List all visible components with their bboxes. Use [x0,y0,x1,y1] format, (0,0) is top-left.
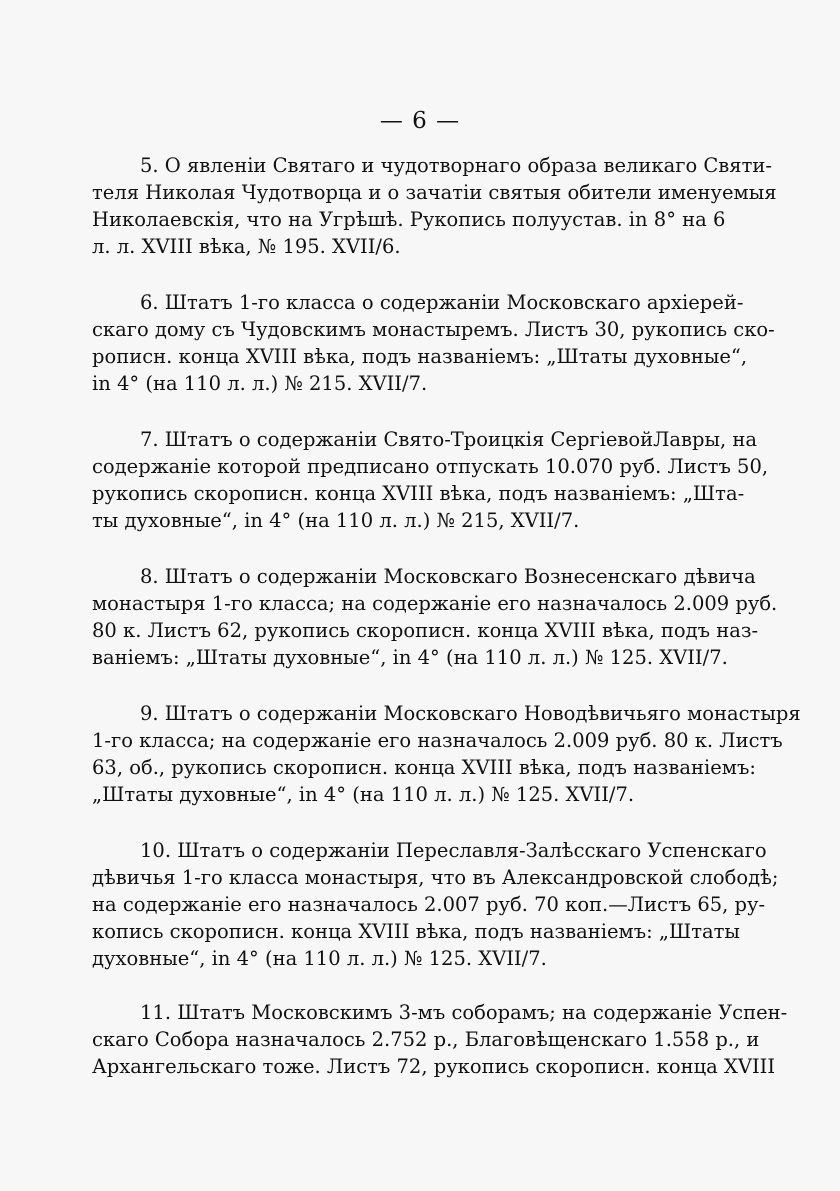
entry-line: 1-го класса; на содержаніе его назначалось 2.009 руб. 80 к. Листъ [92,729,783,752]
entry-line: скаго дому съ Чудовскимъ монастыремъ. Листъ 30, рукопись ско- [92,318,775,341]
entry-line: 8. Штатъ о содержаніи Московскаго Вознесенскаго дѣвича [140,565,756,588]
entry-line: 10. Штатъ о содержаніи Переславля-Залѣсскаго Успенскаго [140,839,767,862]
entry-line: монастыря 1-го класса; на содержаніе его назначалось 2.009 руб. [92,592,778,615]
entry-line: духовные“, in 4° (на 110 л. л.) № 125. XVII/7. [92,947,547,970]
entry-line: скаго Собора назначалось 2.752 р., Благовѣщенскаго 1.558 р., и [92,1028,760,1051]
entry-line: ты духовные“, in 4° (на 110 л. л.) № 215, XVII/7. [92,509,580,532]
entry-line: 63, об., рукопись скорописн. конца XVIII вѣка, подъ названіемъ: [92,756,756,779]
catalog-entry-7 [92,426,769,534]
entry-line: дѣвичья 1-го класса монастыря, что въ Александровской слободѣ; [92,866,779,889]
entry-line: Архангельскаго тоже. Листъ 72, рукопись скорописн. конца XVIII [92,1055,776,1078]
catalog-entry-10 [92,837,779,972]
entry-line: 80 к. Листъ 62, рукопись скорописн. конца XVIII вѣка, подъ наз- [92,619,759,642]
entry-line: рописн. конца XVIII вѣка, подъ названіемъ: „Штаты духовные“, [92,345,748,368]
catalog-entry-9 [92,700,801,808]
catalog-entry-6 [92,289,775,397]
entry-line: ваніемъ: „Штаты духовные“, in 4° (на 110 л. л.) № 125. XVII/7. [92,646,728,669]
entry-line: 6. Штатъ 1-го класса о содержаніи Московскаго архіерей- [140,291,744,314]
entry-line: теля Николая Чудотворца и о зачатіи святыя обители именуемыя [92,181,777,204]
entry-line: рукопись скорописн. конца XVIII вѣка, подъ названіемъ: „Шта- [92,482,745,505]
page-number: — 6 — [379,108,461,134]
entry-line: Николаевскія, что на Угрѣшѣ. Рукопись полуустав. in 8° на 6 [92,208,726,231]
entry-line: in 4° (на 110 л. л.) № 215. XVII/7. [92,372,428,395]
entry-line: 5. О явленіи Святаго и чудотворнаго образа великаго Святи- [140,154,772,177]
entry-line: л. л. XVIII вѣка, № 195. XVII/6. [92,235,401,258]
catalog-entry-5 [92,152,777,260]
entry-line: содержаніе которой предписано отпускать 10.070 руб. Листъ 50, [92,455,769,478]
entry-line: „Штаты духовные“, in 4° (на 110 л. л.) № 125. XVII/7. [92,783,635,806]
catalog-entry-8 [92,563,778,671]
entry-line: 11. Штатъ Московскимъ 3-мъ соборамъ; на содержаніе Успен- [140,1001,788,1024]
entry-line: на содержаніе его назначалось 2.007 руб. 70 коп.—Листъ 65, ру- [92,893,766,916]
entry-line: 9. Штатъ о содержаніи Московскаго Новодѣвичьяго монастыря [140,702,801,725]
entry-line: 7. Штатъ о содержаніи Свято-Троицкія СергіевойЛавры, на [140,428,758,451]
catalog-entry-11 [92,999,788,1080]
entry-line: копись скорописн. конца XVIII вѣка, подъ названіемъ: „Штаты [92,920,740,943]
